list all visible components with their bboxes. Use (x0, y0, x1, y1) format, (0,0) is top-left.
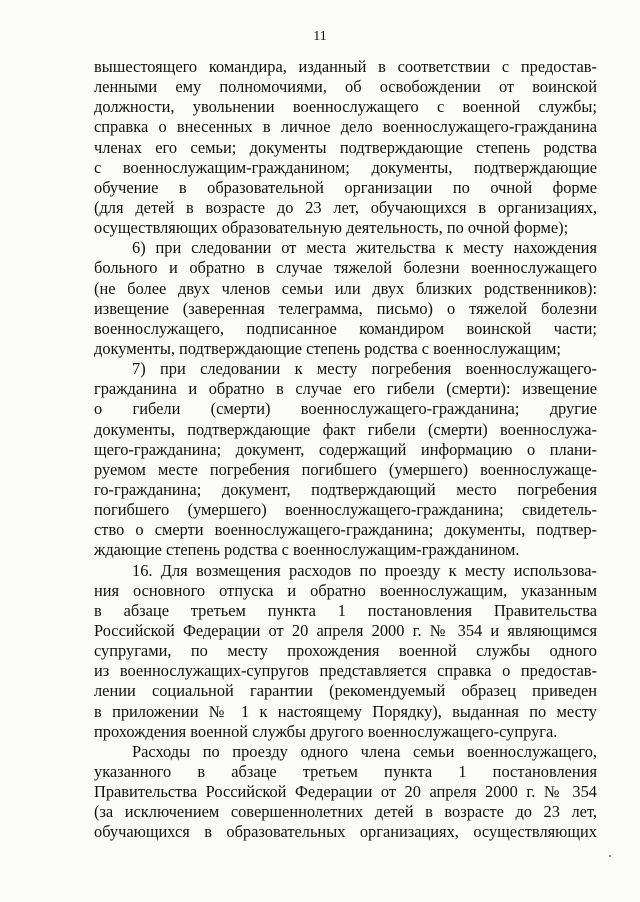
text-line: ство о смерти военнослужащего-гражданина; документы, подтвер- (94, 520, 597, 540)
text-line: справка о внесенных в личное дело военнослужащего-гражданина (94, 117, 597, 137)
text-line: с военнослужащим-гражданином; документы, подтверждающие (94, 157, 597, 177)
text-line: членах его семьи; документы подтверждающие степень родства (94, 137, 597, 157)
text-line: обучение в образовательной организации по очной форме (94, 177, 597, 197)
text-line: указанного в абзаце третьем пункта 1 постановления (94, 761, 597, 781)
scan-speck (609, 855, 611, 857)
text-line: вышестоящего командира, изданный в соответствии с предостав- (94, 57, 597, 76)
text-line: гражданина и обратно в случае его гибели (смерти): извещение (94, 379, 597, 399)
text-line: в абзаце третьем пункта 1 постановления Правительства (94, 600, 597, 620)
text-line: в приложении № 1 к настоящему Порядку), выданная по месту (94, 701, 597, 721)
text-line: Российской Федерации от 20 апреля 2000 г. № 354 и являющимся (94, 620, 597, 640)
page-number: 11 (313, 29, 327, 44)
paragraph-start-line: 16. Для возмещения расходов по проезду к месту использова- (132, 560, 597, 580)
text-line: супругами, по месту прохождения военной службы одного (94, 641, 597, 661)
text-line: из военнослужащих-супругов представляется справка о предостав- (94, 661, 597, 681)
text-line: извещение (заверенная телеграмма, письмо) о тяжелой болезни (94, 298, 597, 318)
paragraph-start-line: 7) при следовании к месту погребения военнослужащего- (132, 359, 597, 379)
text-line: ния основного отпуска и обратно военнослужащим, указанным (94, 580, 597, 600)
paragraph-start-line: Расходы по проезду одного члена семьи военнослужащего, (132, 741, 597, 761)
text-line: го-гражданина; документ, подтверждающий место погребения (94, 479, 597, 499)
text-line: (за исключением совершеннолетних детей в возрасте до 23 лет, (94, 802, 597, 822)
text-line: руемом месте погребения погибшего (умершего) военнослужаще- (94, 459, 597, 479)
text-line: щего-гражданина; документ, содержащий информацию о плани- (94, 439, 597, 459)
text-line: обучающихся в образовательных организациях, осуществляющих (94, 822, 597, 842)
text-line: лении социальной гарантии (рекомендуемый образец приведен (94, 681, 597, 701)
paragraph-start-line: 6) при следовании от места жительства к месту нахождения (132, 238, 597, 258)
text-line: военнослужащего, подписанное командиром воинской части; (94, 318, 597, 338)
text-line: документы, подтверждающие факт гибели (смерти) военнослужа- (94, 419, 597, 439)
body-text (94, 57, 597, 842)
text-line: ждающие степень родства с военнослужащим-гражданином. (94, 540, 520, 560)
text-line: Правительства Российской Федерации от 20 апреля 2000 г. № 354 (94, 782, 597, 802)
text-line: больного и обратно в случае тяжелой болезни военнослужащего (94, 258, 597, 278)
text-line: о гибели (смерти) военнослужащего-гражданина; другие (94, 399, 597, 419)
text-line: должности, увольнении военнослужащего с военной службы; (94, 97, 597, 117)
text-line: (не более двух членов семьи или двух близких родственников): (94, 278, 597, 298)
text-line: ленными ему полномочиями, об освобождении от воинской (94, 77, 597, 97)
text-line: погибшего (умершего) военнослужащего-гражданина; свидетель- (94, 500, 597, 520)
text-line: осуществляющих образовательную деятельность, по очной форме); (94, 218, 569, 238)
text-line: документы, подтверждающие степень родства с военнослужащим; (94, 338, 561, 358)
text-line: (для детей в возрасте до 23 лет, обучающихся в организациях, (94, 197, 597, 217)
text-line: прохождения военной службы другого военнослужащего-супруга. (94, 721, 558, 741)
